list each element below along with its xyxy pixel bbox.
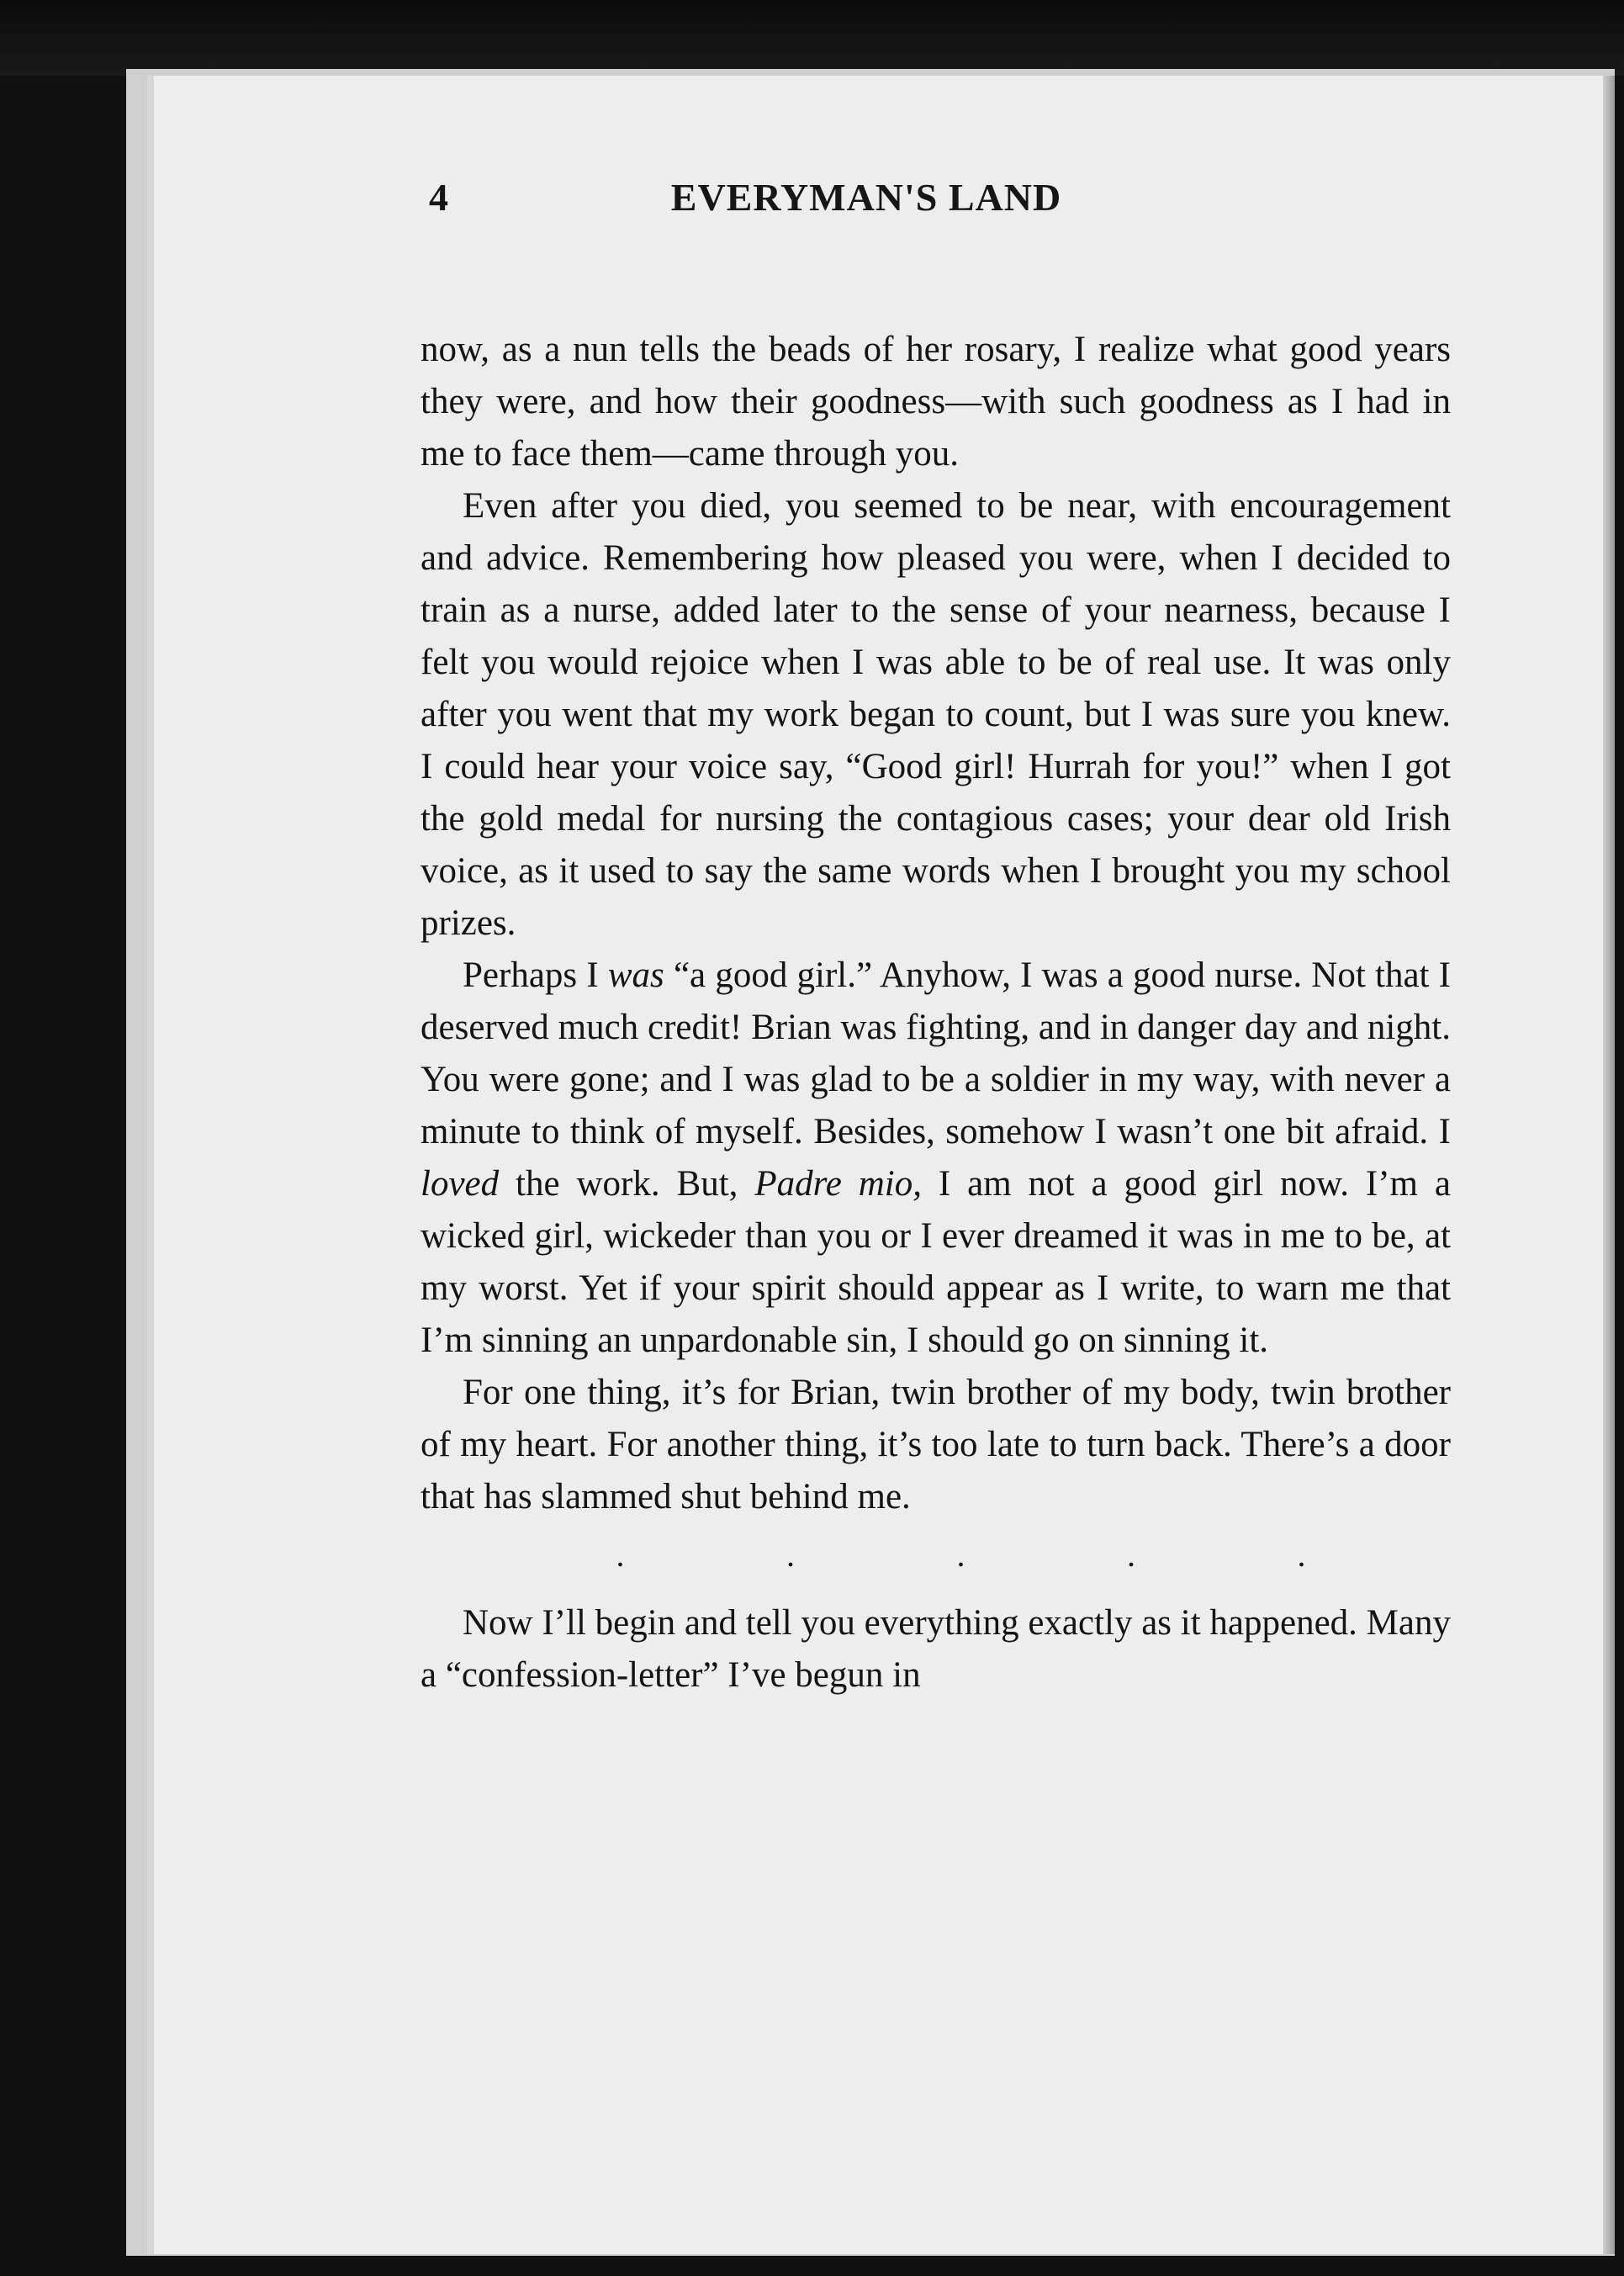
paragraph [421, 480, 1451, 950]
italic-text: was [607, 955, 664, 995]
text-run: Even after you died, you seemed to be near, with encouragement and advice. Remembering how pleased you were, when I decided to train as a nurse, added later to the sense of your nearness, because I felt you would rejoice when I was able to be of real use. It was only after you went that my work began to count, but I was sure you knew. I could hear your voice say, “Good girl! Hurrah for you!” when I got the gold medal for nursing the contagious cases; your dear old Irish voice, as it used to say the same words when I brought you my school prizes. [421, 486, 1451, 943]
section-divider [566, 1538, 1306, 1572]
divider-dot: . [1127, 1536, 1135, 1574]
paragraph [421, 1367, 1451, 1523]
text-run: now, as a nun tells the beads of her rosary, I realize what good years they were, and how their goodness—with such goodness as I had in me to face them—came through you. [421, 330, 1451, 474]
text-run: I am not a good girl now. I’m a wicked girl, wickeder than you or I ever dreamed it was in me to be, at my worst. Yet if your spirit should appear as I write, to warn me that I’m sinning an unpardonable sin, I should go on sinning it. [421, 1164, 1451, 1360]
page-edge [1603, 76, 1615, 2254]
running-title: EVERYMAN'S LAND [670, 176, 1062, 219]
paragraph [421, 324, 1451, 480]
italic-text: Padre mio, [754, 1164, 922, 1204]
page-header [278, 175, 1455, 234]
text-run: the work. But, [499, 1164, 755, 1204]
divider-dot: . [616, 1536, 625, 1574]
text-run: “a good girl.” Anyhow, I was a good nurse. Not that I deserved much credit! Brian was fighting, and in danger day and night. You were gone; and I was glad to be a soldier in my way, with never a minute to think of myself. Besides, somehow I wasn’t one bit afraid. I [421, 955, 1451, 1151]
divider-dot: . [1297, 1536, 1306, 1574]
italic-text: loved [421, 1164, 500, 1204]
divider-dot: . [956, 1536, 965, 1574]
divider-dot: . [786, 1536, 795, 1574]
body-text [421, 324, 1451, 1702]
closing-paragraphs [421, 1597, 1451, 1702]
paragraphs [421, 324, 1451, 1523]
text-run: For one thing, it’s for Brian, twin brother of my body, twin brother of my heart. For another thing, it’s too late to turn back. There’s a door that has slammed shut behind me. [421, 1373, 1451, 1516]
text-run: Perhaps I [463, 955, 608, 995]
paragraph [421, 1597, 1451, 1702]
text-run: Now I’ll begin and tell you everything exactly as it happened. Many a “confession-letter” I’ve begun in [421, 1603, 1452, 1695]
scan-background-top [0, 0, 1624, 76]
page-number: 4 [429, 176, 448, 219]
paragraph [421, 950, 1451, 1367]
